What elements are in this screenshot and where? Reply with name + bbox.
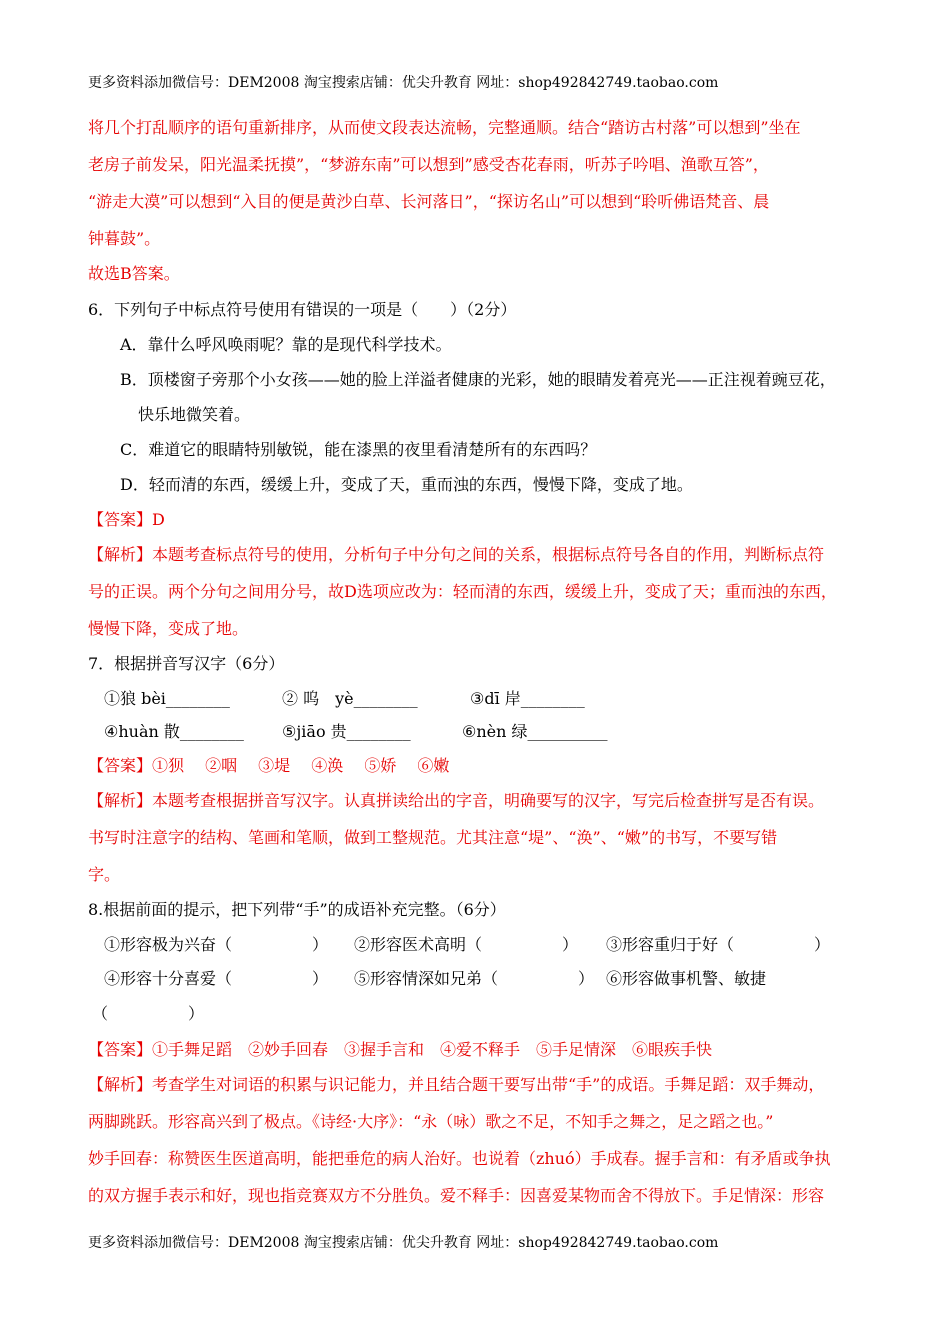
q5-analysis-line-4: 钟暮鼓”。 (88, 229, 161, 248)
page-footer: 更多资料添加微信号：DEM2008 淘宝搜索店铺：优尖升教育 网址：shop492842749.taobao.com (88, 1235, 719, 1251)
q6-analysis-line-3: 慢慢下降，变成了地。 (88, 619, 249, 638)
q7-question: 7．根据拼音写汉字（6分） (88, 654, 285, 673)
q8-item-6: ⑥形容做事机警、敏捷 (606, 969, 767, 988)
q7-analysis-line-1: 【解析】本题考查根据拼音写汉字。认真拼读给出的字音，明确要写的汉字，写完后检查拼写是否有误。 (88, 791, 825, 810)
q8-item-2: ②形容医术高明（ ） (354, 935, 579, 954)
q8-item-3: ③形容重归于好（ ） (606, 935, 831, 954)
q8-analysis-line-4: 的双方握手表示和好，现也指竞赛双方不分胜负。爱不释手：因喜爱某物而舍不得放下。手足情深：形容 (88, 1186, 825, 1205)
q8-item-6-blank: （ ） (92, 1004, 205, 1023)
q7-item-3: ③dī 岸________ (470, 689, 585, 708)
q8-answer: 【答案】①手舞足蹈 ②妙手回春 ③握手言和 ④爱不释手 ⑤手足情深 ⑥眼疾手快 (88, 1040, 713, 1059)
q6-option-d: D．轻而清的东西，缓缓上升，变成了天，重而浊的东西，慢慢下降，变成了地。 (120, 475, 693, 494)
q8-item-1: ①形容极为兴奋（ ） (104, 935, 329, 954)
q6-option-b: B．顶楼窗子旁那个小女孩——她的脸上洋溢者健康的光彩，她的眼睛发着亮光——正注视着豌豆花， (120, 370, 836, 389)
q7-answer: 【答案】①狈 ②咽 ③堤 ④涣 ⑤娇 ⑥嫩 (88, 756, 450, 775)
q6-option-c: C．难道它的眼睛特别敏锐，能在漆黑的夜里看清楚所有的东西吗？ (120, 440, 597, 459)
q6-analysis-line-1: 【解析】本题考查标点符号的使用，分析句子中分句之间的关系，根据标点符号各自的作用，判断标点符 (88, 545, 825, 564)
q8-analysis-line-2: 两脚跳跃。形容高兴到了极点。《诗经·大序》：“永（咏）歌之不足，不知手之舞之，足之蹈之也。” (88, 1112, 774, 1131)
page-header: 更多资料添加微信号：DEM2008 淘宝搜索店铺：优尖升教育 网址：shop492842749.taobao.com (88, 75, 719, 91)
q7-item-2: ② 呜 yè________ (282, 689, 418, 708)
q6-question: 6．下列句子中标点符号使用有错误的一项是（ ）（2分） (88, 300, 517, 319)
q8-item-4: ④形容十分喜爱（ ） (104, 969, 329, 988)
q8-analysis-line-1: 【解析】考查学生对词语的积累与识记能力，并且结合题干要写出带“手”的成语。手舞足蹈：双手舞动， (88, 1075, 825, 1094)
q8-question: 8.根据前面的提示，把下列带“手”的成语补充完整。（6分） (88, 900, 506, 919)
q7-item-1: ①狼 bèi________ (104, 689, 230, 708)
q5-analysis-line-3: “游走大漠”可以想到“入目的便是黄沙白草、长河落日”，“探访名山”可以想到“聆听佛语梵音、晨 (88, 192, 770, 211)
q6-option-a: A．靠什么呼风唤雨呢？靠的是现代科学技术。 (120, 335, 452, 354)
q6-option-b-cont: 快乐地微笑着。 (138, 405, 251, 424)
q5-analysis-line-2: 老房子前发呆，阳光温柔抚摸”，“梦游东南”可以想到”感受杏花春雨，听苏子吟唱、渔歌互答”， (88, 155, 769, 174)
q7-analysis-line-3: 字。 (88, 865, 121, 884)
q5-conclusion: 故选B答案。 (88, 264, 180, 283)
q6-analysis-line-2: 号的正误。两个分句之间用分号，故D选项应改为：轻而清的东西，缓缓上升，变成了天；重而浊的东西， (88, 582, 837, 601)
q7-item-4: ④huàn 散________ (104, 722, 244, 741)
q5-analysis-line-1: 将几个打乱顺序的语句重新排序，从而使文段表达流畅，完整通顺。结合“踏访古村落”可以想到”坐在 (88, 118, 801, 137)
q8-item-5: ⑤形容情深如兄弟（ ） (354, 969, 595, 988)
q8-analysis-line-3: 妙手回春：称赞医生医道高明，能把垂危的病人治好。也说着（zhuó）手成春。握手言和：有矛盾或争执 (88, 1149, 831, 1168)
q7-item-5: ⑤jiāo 贵________ (282, 722, 411, 741)
q7-analysis-line-2: 书写时注意字的结构、笔画和笔顺，做到工整规范。尤其注意“堤”、“涣”、“嫩”的书写，不要写错 (88, 828, 778, 847)
q6-answer: 【答案】D (88, 510, 165, 529)
q7-item-6: ⑥nèn 绿__________ (462, 722, 608, 741)
